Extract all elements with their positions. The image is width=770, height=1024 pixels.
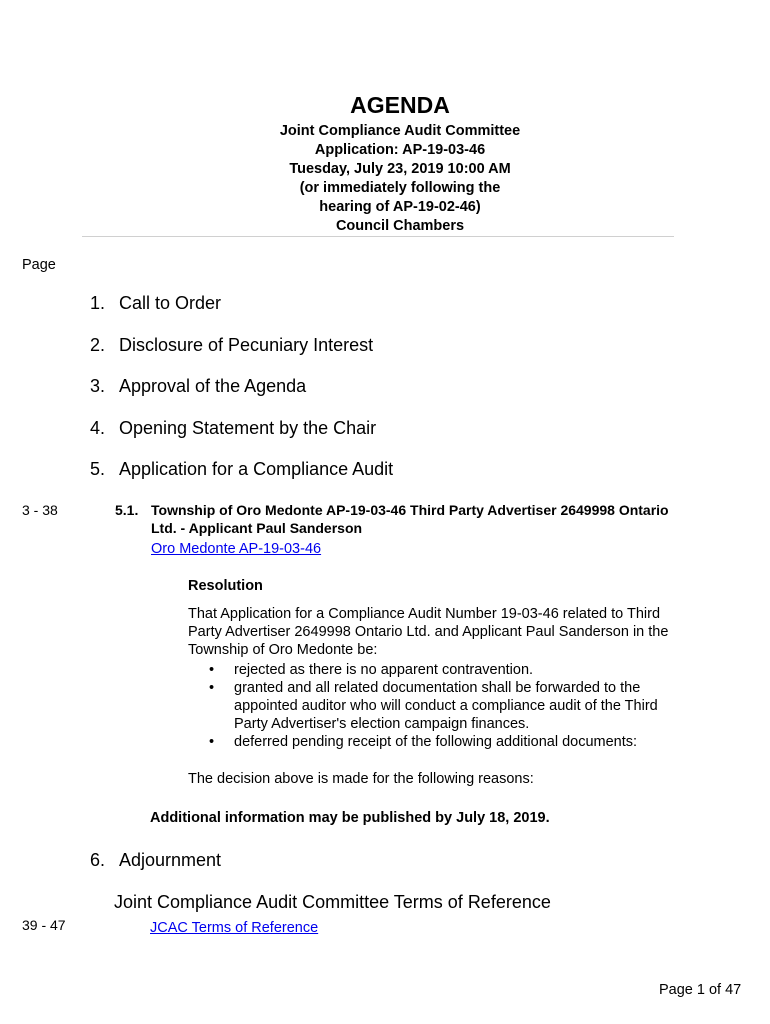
item-label: Call to Order [119,293,222,313]
item-number: 3. [90,376,106,396]
agenda-item-approval [90,376,306,397]
sub-item-page-range: 3 - 38 [22,502,58,518]
item-number: 4. [90,418,106,438]
sub-item-number: 5.1. [115,502,139,518]
item-number: 5. [90,459,106,479]
bullet-icon: • [209,662,215,678]
agenda-item-compliance-audit [90,459,393,480]
agenda-item-opening-statement [90,418,376,439]
resolution-body: That Application for a Compliance Audit Number 19-03-46 related to Third Party Advertiser 2649998 Ontario Ltd. and Applicant Paul Sanderson in the Township of Oro Medonte be: [188,606,669,658]
list-item [188,679,678,733]
resolution-title: Resolution [188,578,263,594]
item-label: Disclosure of Pecuniary Interest [119,335,374,355]
meeting-location: Council Chambers [335,218,465,234]
item-label: Adjournment [119,850,222,870]
decision-reasons: The decision above is made for the following reasons: [188,771,534,787]
sub-item-heading [115,501,675,537]
header-divider [82,236,674,237]
agenda-item-adjournment [90,850,221,871]
jcac-heading: Joint Compliance Audit Committee Terms of Reference [114,892,551,912]
option-text: granted and all related documentation shall be forwarded to the appointed auditor who will conduct a compliance audit of the Third Party Advertiser's election campaign finances. [234,680,658,732]
list-item [188,733,678,751]
sub-item-title: Township of Oro Medonte AP-19-03-46 Third Party Advertiser 2649998 Ontario Ltd. - Applicant Paul Sanderson [151,502,669,536]
additional-info-note: Additional information may be published by July 18, 2019. [150,810,550,826]
item-number: 2. [90,335,106,355]
agenda-title: AGENDA [350,92,450,118]
application-number: Application: AP-19-03-46 [314,142,486,158]
item-label: Application for a Compliance Audit [119,459,394,479]
meeting-note-line-2: hearing of AP-19-02-46) [319,199,481,215]
item-label: Opening Statement by the Chair [119,418,377,438]
page-footer: Page 1 of 47 [659,982,742,998]
list-item [188,661,678,679]
agenda-item-call-to-order [90,293,221,314]
meeting-note-line-1: (or immediately following the [299,180,501,196]
jcac-terms-link[interactable]: JCAC Terms of Reference [150,920,319,936]
oro-medonte-attachment-link[interactable]: Oro Medonte AP-19-03-46 [151,541,322,557]
option-text: rejected as there is no apparent contravention. [234,662,534,678]
bullet-icon: • [209,680,215,696]
page-column-label: Page [22,257,56,273]
option-text: deferred pending receipt of the following additional documents: [234,734,638,750]
item-label: Approval of the Agenda [119,376,307,396]
meeting-date: Tuesday, July 23, 2019 10:00 AM [289,161,511,177]
committee-name: Joint Compliance Audit Committee [279,123,521,139]
bullet-icon: • [209,734,215,750]
resolution-options [188,661,678,751]
agenda-item-disclosure [90,335,373,356]
jcac-page-range: 39 - 47 [22,917,66,933]
item-number: 1. [90,293,106,313]
item-number: 6. [90,850,106,870]
